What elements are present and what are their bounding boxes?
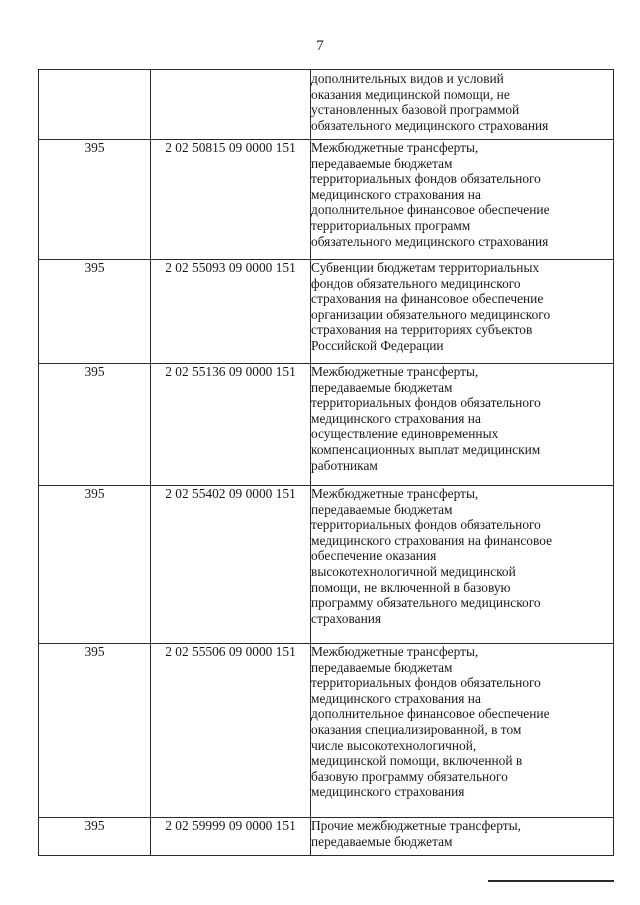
revenue-name-line: осуществление единовременных [311,426,499,442]
revenue-name-line: территориальных фондов обязательного [311,171,541,187]
revenue-name-line: территориальных программ [311,217,471,233]
budget-classification-code-cell [151,70,311,140]
revenue-name-line: дополнительное финансовое обеспечение [311,706,550,722]
revenue-name-line: территориальных фондов обязательного [311,395,541,411]
budget-codes-table-body [39,70,614,856]
revenue-name-line: высокотехнологичной медицинской [311,563,516,579]
revenue-name-line: Межбюджетные трансферты, [311,486,479,501]
table-row [39,486,614,644]
admin-code-cell [39,70,151,140]
revenue-name-line: медицинского страхования на финансовое [311,532,553,548]
budget-codes-table [38,69,614,856]
admin-code-cell: 395 [39,140,151,260]
revenue-name-cell [311,70,614,140]
revenue-name-cell [311,486,614,644]
revenue-name-line: помощи, не включенной в базовую [311,579,511,595]
revenue-name-line: числе высокотехнологичной, [311,737,477,753]
revenue-name-line: программу обязательного медицинского [311,595,541,611]
page-number: 7 [316,38,324,54]
revenue-name-line: Межбюджетные трансферты, [311,364,479,379]
revenue-name-line: дополнительное финансовое обеспечение [311,202,550,218]
revenue-name-line: страхования на территориях субъектов [311,322,533,338]
admin-code-cell: 395 [39,260,151,364]
revenue-name-line: фондов обязательного медицинского [311,275,521,291]
revenue-name-cell [311,364,614,486]
revenue-name-line: компенсационных выплат медицинским [311,441,541,457]
admin-code-cell: 395 [39,818,151,856]
revenue-name-line: передаваемые бюджетам [311,155,453,171]
revenue-name-cell [311,818,614,856]
table-row [39,818,614,856]
revenue-name-line: медицинского страхования [311,784,465,800]
revenue-name-line: установленных базовой программой [311,102,520,118]
admin-code-cell: 395 [39,486,151,644]
table-row [39,644,614,818]
revenue-name-line: организации обязательного медицинского [311,306,551,322]
revenue-name-line: Субвенции бюджетам территориальных [311,260,540,275]
revenue-name-line: медицинского страхования на [311,690,481,706]
revenue-name-line: обязательного медицинского страхования [311,233,549,249]
budget-classification-code-cell: 2 02 55093 09 0000 151 [151,260,311,364]
table-row-continuation [39,70,614,140]
table-row [39,364,614,486]
admin-code-cell: 395 [39,644,151,818]
revenue-name-line: Межбюджетные трансферты, [311,140,479,155]
budget-classification-code-cell: 2 02 55506 09 0000 151 [151,644,311,818]
budget-classification-code-cell: 2 02 50815 09 0000 151 [151,140,311,260]
revenue-name-line: дополнительных видов и условий [311,71,504,86]
table-row [39,260,614,364]
revenue-name-line: обязательного медицинского страхования [311,117,549,133]
admin-code-cell: 395 [39,364,151,486]
revenue-name-line: медицинского страхования на [311,410,481,426]
revenue-name-line: Межбюджетные трансферты, [311,644,479,659]
revenue-name-line: медицинской помощи, включенной в [311,753,523,769]
budget-classification-code-cell: 2 02 55136 09 0000 151 [151,364,311,486]
revenue-name-line: Российской Федерации [311,337,444,353]
revenue-name-line: базовую программу обязательного [311,768,508,784]
table-row [39,140,614,260]
revenue-name-line: страхования [311,610,382,626]
revenue-name-line: работникам [311,457,378,473]
revenue-name-cell [311,644,614,818]
budget-classification-code-cell: 2 02 59999 09 0000 151 [151,818,311,856]
revenue-name-line: оказания медицинской помощи, не [311,86,510,102]
revenue-name-cell [311,140,614,260]
footer-rule [488,880,614,882]
revenue-name-line: страхования на финансовое обеспечение [311,291,544,307]
budget-classification-code-cell: 2 02 55402 09 0000 151 [151,486,311,644]
revenue-name-line: медицинского страхования на [311,186,481,202]
revenue-name-line: передаваемые бюджетам [311,833,453,849]
revenue-name-line: обеспечение оказания [311,548,437,564]
revenue-name-line: оказания специализированной, в том [311,721,522,737]
revenue-name-line: Прочие межбюджетные трансферты, [311,818,521,833]
revenue-name-line: территориальных фондов обязательного [311,675,541,691]
revenue-name-cell [311,260,614,364]
revenue-name-line: территориальных фондов обязательного [311,517,541,533]
revenue-name-line: передаваемые бюджетам [311,501,453,517]
revenue-name-line: передаваемые бюджетам [311,659,453,675]
revenue-name-line: передаваемые бюджетам [311,379,453,395]
